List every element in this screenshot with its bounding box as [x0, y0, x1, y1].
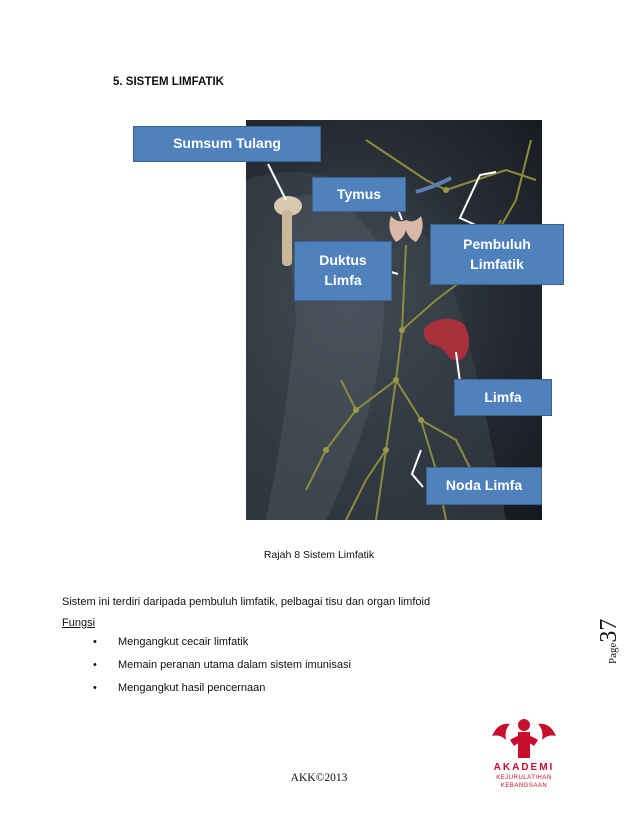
label-tymus: Tymus — [312, 177, 406, 212]
list-item-text: Mengangkut cecair limfatik — [118, 636, 249, 648]
label-duktus-limfa: Duktus Limfa — [294, 241, 392, 301]
academy-logo — [488, 716, 560, 796]
list-item — [62, 636, 351, 659]
logo-line3: KEBANGSAAN — [500, 783, 548, 789]
logo-line1: AKADEMI — [493, 762, 555, 773]
functions-list — [62, 636, 351, 705]
section-heading: 5. SISTEM LIMFATIK — [113, 76, 224, 88]
figure-caption: Rajah 8 Sistem Limfatik — [263, 549, 375, 561]
label-pembuluh-limfatik: Pembuluh Limfatik — [430, 224, 564, 285]
page-number: 37 — [596, 618, 622, 643]
label-limfa: Limfa — [454, 379, 552, 416]
bullet-icon: • — [93, 636, 97, 648]
lymphatic-system-figure — [173, 120, 542, 520]
list-item — [62, 682, 351, 705]
page-word: Page — [607, 642, 619, 664]
label-noda-limfa: Noda Limfa — [426, 467, 542, 505]
list-item — [62, 659, 351, 682]
list-item-text: Memain peranan utama dalam sistem imunisasi — [118, 659, 351, 671]
body-paragraph: Sistem ini terdiri daripada pembuluh limfatik, pelbagai tisu dan organ limfoid — [62, 596, 431, 608]
page-marker — [596, 619, 623, 664]
footer-copyright: AKK©2013 — [290, 772, 348, 784]
logo-line2: KEJURULATIHAN — [496, 775, 552, 781]
list-item-text: Mengangkut hasil pencernaan — [118, 682, 266, 694]
functions-subheading: Fungsi — [62, 617, 96, 629]
bullet-icon: • — [93, 682, 97, 694]
bullet-icon: • — [93, 659, 97, 671]
logo-emblem-icon — [488, 716, 560, 762]
label-sumsum-tulang: Sumsum Tulang — [133, 126, 321, 162]
